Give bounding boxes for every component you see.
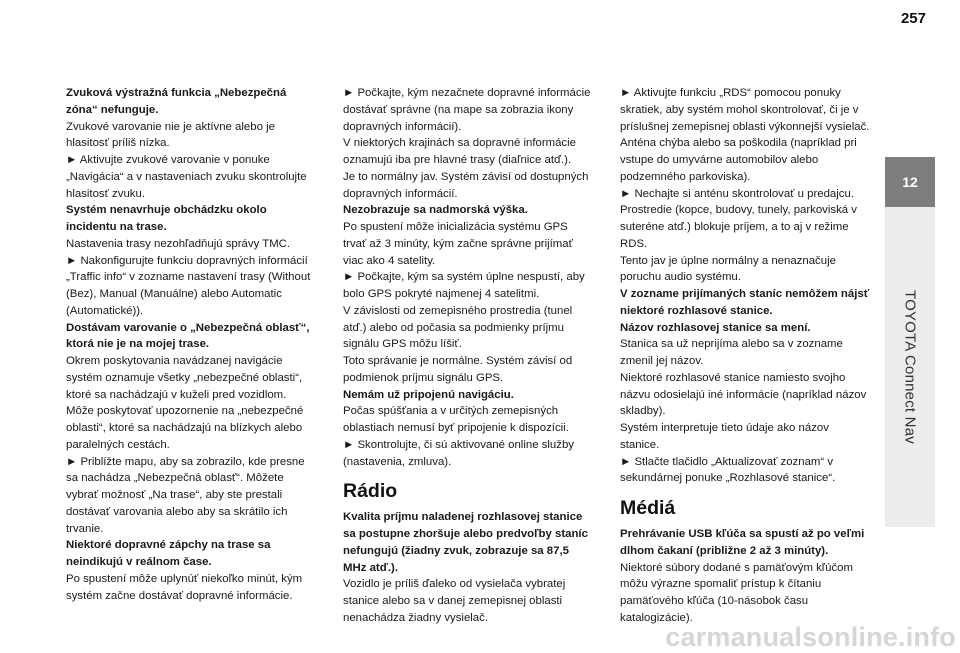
body-paragraph: Po spustení môže inicializácia systému GPS trvať až 3 minúty, kým začne správne prijímať viac ako 4 satelity.	[343, 221, 573, 267]
body-paragraph: Tento jav je úplne normálny a nenaznačuje poruchu audio systému.	[620, 254, 836, 284]
bold-heading-paragraph: Niektoré dopravné zápchy na trase sa neindikujú v reálnom čase.	[66, 539, 271, 568]
bold-heading-paragraph: Nezobrazuje sa nadmorská výška.	[343, 204, 528, 217]
body-paragraph: Niektoré rozhlasové stanice namiesto svojho názvu odosielajú iné informácie (napríklad názov skladby).	[620, 371, 867, 418]
body-paragraph: Okrem poskytovania navádzanej navigácie systém oznamuje všetky „nebezpečné oblasti“, ktoré sa nachádzajú v kuželi pred vozidlom. Môže poskytovať upozornenie na „nebezpečné oblasti“, ktoré sa nachádzajú na blízkych alebo paralelných cestách.	[66, 355, 304, 451]
body-paragraph: ► Aktivujte funkciu „RDS“ pomocou ponuky skratiek, aby systém mohol skontrolovať, či je v príslušnej zemepisnej oblasti výkonnejší vysielač.	[620, 87, 870, 133]
column-3	[620, 85, 870, 627]
body-paragraph: Zvukové varovanie nie je aktívne alebo je hlasitosť príliš nízka.	[66, 120, 275, 150]
chapter-tab	[885, 157, 935, 207]
column-1	[66, 85, 316, 604]
bold-heading-paragraph: Prehrávanie USB kľúča sa spustí až po veľmi dlhom čakaní (približne 2 až 3 minúty).	[620, 528, 865, 557]
body-paragraph: V niektorých krajinách sa dopravné informácie oznamujú iba pre hlavné trasy (diaľnice atď.).	[343, 137, 576, 166]
column-2-body-b	[343, 509, 593, 626]
column-1-body	[66, 85, 316, 604]
body-paragraph: ► Aktivujte zvukové varovanie v ponuke „Navigácia“ a v nastaveniach zvuku skontrolujte hlasitosť zvuku.	[66, 154, 307, 200]
body-paragraph: ► Skontrolujte, či sú aktivované online služby (nastavenia, zmluva).	[343, 438, 574, 468]
body-paragraph: ► Nechajte si anténu skontrolovať u predajcu.	[620, 187, 854, 200]
bold-heading-paragraph: Názov rozhlasovej stanice sa mení.	[620, 321, 811, 334]
bold-heading-paragraph: V zozname prijímaných staníc nemôžem nájsť niektoré rozhlasové stanice.	[620, 288, 870, 317]
body-paragraph: Anténa chýba alebo sa poškodila (napríklad pri vstupe do umyvárne automobilov alebo podzemného parkoviska).	[620, 137, 857, 183]
body-paragraph: Vozidlo je príliš ďaleko od vysielača vybratej stanice alebo sa v danej zemepisnej oblasti nenachádza žiadny vysielač.	[343, 578, 566, 624]
section-heading-radio: Rádio	[343, 480, 398, 503]
body-paragraph: ► Nakonfigurujte funkciu dopravných informácií „Traffic info“ v zozname nastavení trasy (Without (Bez), Manual (Manuálne) alebo Automatic (Automatické)).	[66, 254, 311, 317]
body-paragraph: Po spustení môže uplynúť niekoľko minút, kým systém začne dostávať dopravné informácie.	[66, 572, 303, 602]
section-heading-media: Médiá	[620, 497, 676, 519]
body-paragraph: ► Počkajte, kým sa systém úplne nespustí, aby bolo GPS pokryté najmenej 4 satelitmi.	[343, 271, 585, 300]
body-paragraph: ► Priblížte mapu, aby sa zobrazilo, kde presne sa nachádza „Nebezpečná oblasť“. Môžete vybrať možnosť „Na trase“, aby ste prestali dostávať varovania alebo aby sa skrátilo ich trvanie.	[66, 455, 305, 535]
column-2	[343, 85, 593, 627]
watermark: carmanualsonline.info	[665, 622, 956, 652]
body-paragraph: Nastavenia trasy nezohľadňujú správy TMC.	[66, 237, 291, 250]
chapter-title-container	[885, 207, 935, 527]
column-2-body-a	[343, 85, 593, 470]
column-3-body-b	[620, 526, 870, 627]
bold-heading-paragraph: Nemám už pripojenú navigáciu.	[343, 388, 514, 401]
body-paragraph: Toto správanie je normálne. Systém závisí od podmienok príjmu signálu GPS.	[343, 355, 573, 384]
chapter-number: 12	[902, 174, 918, 190]
body-paragraph: Počas spúšťania a v určitých zemepisných oblastiach nemusí byť pripojenie k dispozícii.	[343, 405, 569, 434]
column-3-body-a	[620, 85, 870, 487]
bold-heading-paragraph: Dostávam varovanie o „Nebezpečná oblasť“, ktorá nie je na mojej trase.	[66, 321, 310, 351]
body-paragraph: Stanica sa už neprijíma alebo sa v zozname zmenil jej názov.	[620, 338, 843, 367]
body-paragraph: Niektoré súbory dodané s pamäťovým kľúčom môžu výrazne spomaliť prístup k čítaniu pamäťového kľúča (10-násobok času katalogizácie).	[620, 561, 853, 624]
body-paragraph: ► Počkajte, kým nezačnete dopravné informácie dostávať správne (na mape sa zobrazia ikony dopravných informácií).	[343, 87, 591, 133]
bold-heading-paragraph: Kvalita príjmu naladenej rozhlasovej stanice sa postupne zhoršuje alebo predvoľby staníc nefungujú (žiadny zvuk, zobrazuje sa 87,5 MHz atď.).	[343, 511, 588, 574]
page-number: 257	[900, 10, 926, 27]
body-paragraph: V závislosti od zemepisného prostredia (tunel atď.) alebo od počasia sa podmienky príjmu signálu GPS môžu líšiť.	[343, 304, 573, 351]
bold-heading-paragraph: Zvuková výstražná funkcia „Nebezpečná zóna“ nefunguje.	[66, 87, 287, 116]
bold-heading-paragraph: Systém nenavrhuje obchádzku okolo incidentu na trase.	[66, 204, 267, 233]
body-paragraph: ► Stlačte tlačidlo „Aktualizovať zoznam“ v sekundárnej ponuke „Rozhlasové stanice“.	[620, 455, 836, 485]
chapter-title: TOYOTA Connect Nav	[901, 290, 919, 444]
body-paragraph: Je to normálny jav. Systém závisí od dostupných dopravných informácií.	[343, 170, 589, 200]
body-paragraph: Systém interpretuje tieto údaje ako názov stanice.	[620, 422, 829, 451]
body-paragraph: Prostredie (kopce, budovy, tunely, parkoviská v suteréne atď.) blokuje príjem, a to aj v režime RDS.	[620, 204, 857, 250]
